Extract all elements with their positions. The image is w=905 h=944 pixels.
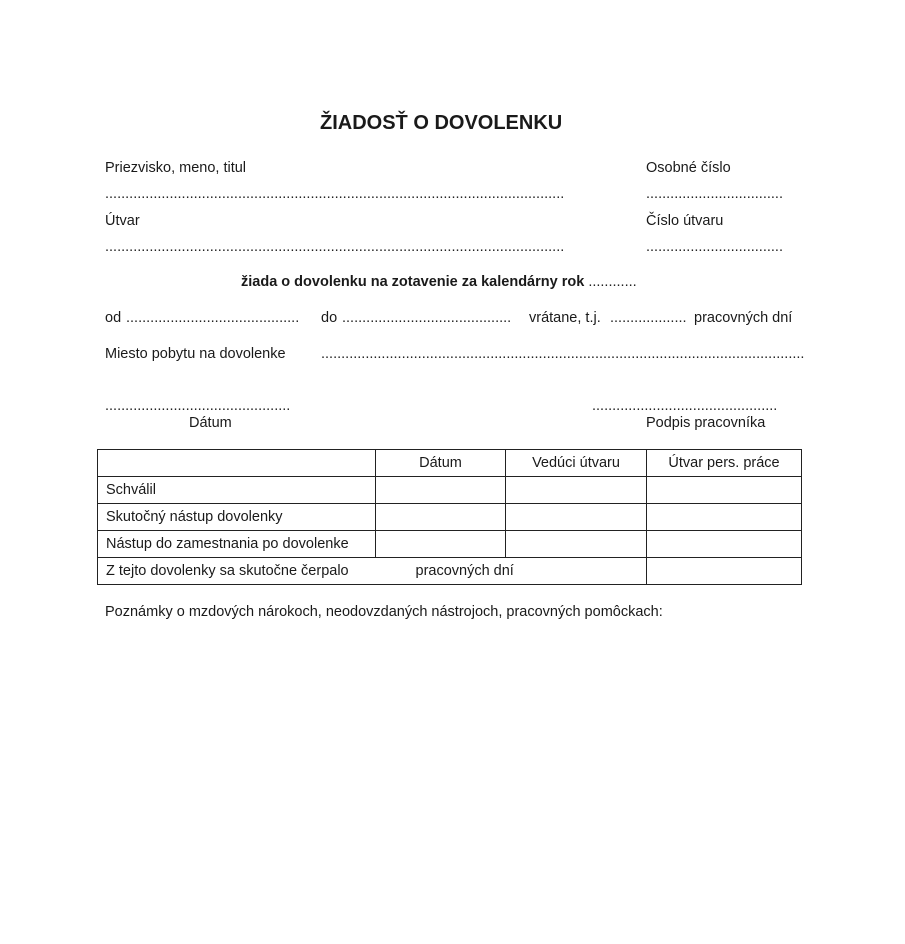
request-text: žiada o dovolenku na zotavenie za kalendárny rok <box>241 274 585 290</box>
table-cell[interactable] <box>647 477 802 504</box>
from-field[interactable]: ........................................... <box>126 310 300 326</box>
unit-number-label: Číslo útvaru <box>646 213 724 229</box>
approval-table <box>97 449 802 585</box>
unit-number-field[interactable]: .................................. <box>646 239 783 255</box>
personal-number-field[interactable]: .................................. <box>646 186 783 202</box>
unit-label: Útvar <box>105 213 140 229</box>
table-header-cell <box>98 450 376 477</box>
table-cell[interactable] <box>647 504 802 531</box>
signature-field[interactable]: .............................................. <box>592 398 778 414</box>
name-label: Priezvisko, meno, titul <box>105 160 247 176</box>
table-header-row <box>98 450 802 477</box>
days-field[interactable]: ................... <box>610 310 687 326</box>
place-label: Miesto pobytu na dovolenke <box>105 346 286 362</box>
personal-number-label: Osobné číslo <box>646 160 731 176</box>
request-line <box>241 273 637 291</box>
from-label: od <box>105 310 122 326</box>
table-header-cell: Vedúci útvaru <box>506 450 647 477</box>
notes-label: Poznámky o mzdových nárokoch, neodovzdaných nástrojoch, pracovných pomôckach: <box>105 604 663 620</box>
table-header-cell: Útvar pers. práce <box>647 450 802 477</box>
row-label: Z tejto dovolenky sa skutočne čerpalo <box>98 558 376 585</box>
request-year-field[interactable]: ............ <box>588 274 637 290</box>
date-field[interactable]: .............................................. <box>105 398 291 414</box>
signature-label: Podpis pracovníka <box>646 415 766 431</box>
table-cell[interactable] <box>506 531 647 558</box>
row-label: Schválil <box>98 477 376 504</box>
table-cell[interactable] <box>376 477 506 504</box>
inclusive-label: vrátane, t.j. <box>529 310 601 326</box>
table-row <box>98 504 802 531</box>
table-cell[interactable] <box>647 558 802 585</box>
name-field[interactable]: .................................................................................................................. <box>105 186 565 202</box>
working-days-label: pracovných dní <box>694 310 793 326</box>
table-cell[interactable] <box>376 504 506 531</box>
table-row <box>98 531 802 558</box>
place-field[interactable]: ........................................................................................................................ <box>321 346 805 362</box>
table-cell[interactable] <box>506 504 647 531</box>
date-label: Dátum <box>189 415 232 431</box>
form-title: ŽIADOSŤ O DOVOLENKU <box>320 112 563 134</box>
table-cell[interactable] <box>506 477 647 504</box>
table-row <box>98 477 802 504</box>
table-header-cell: Dátum <box>376 450 506 477</box>
table-cell[interactable] <box>647 531 802 558</box>
row-label: Skutočný nástup dovolenky <box>98 504 376 531</box>
table-cell[interactable] <box>376 531 506 558</box>
row-label: Nástup do zamestnania po dovolenke <box>98 531 376 558</box>
to-label: do <box>321 310 338 326</box>
table-row <box>98 558 802 585</box>
to-field[interactable]: .......................................... <box>342 310 512 326</box>
unit-field[interactable]: .................................................................................................................. <box>105 239 565 255</box>
days-used-cell[interactable] <box>376 558 647 585</box>
days-used-unit: pracovných dní <box>415 563 514 579</box>
